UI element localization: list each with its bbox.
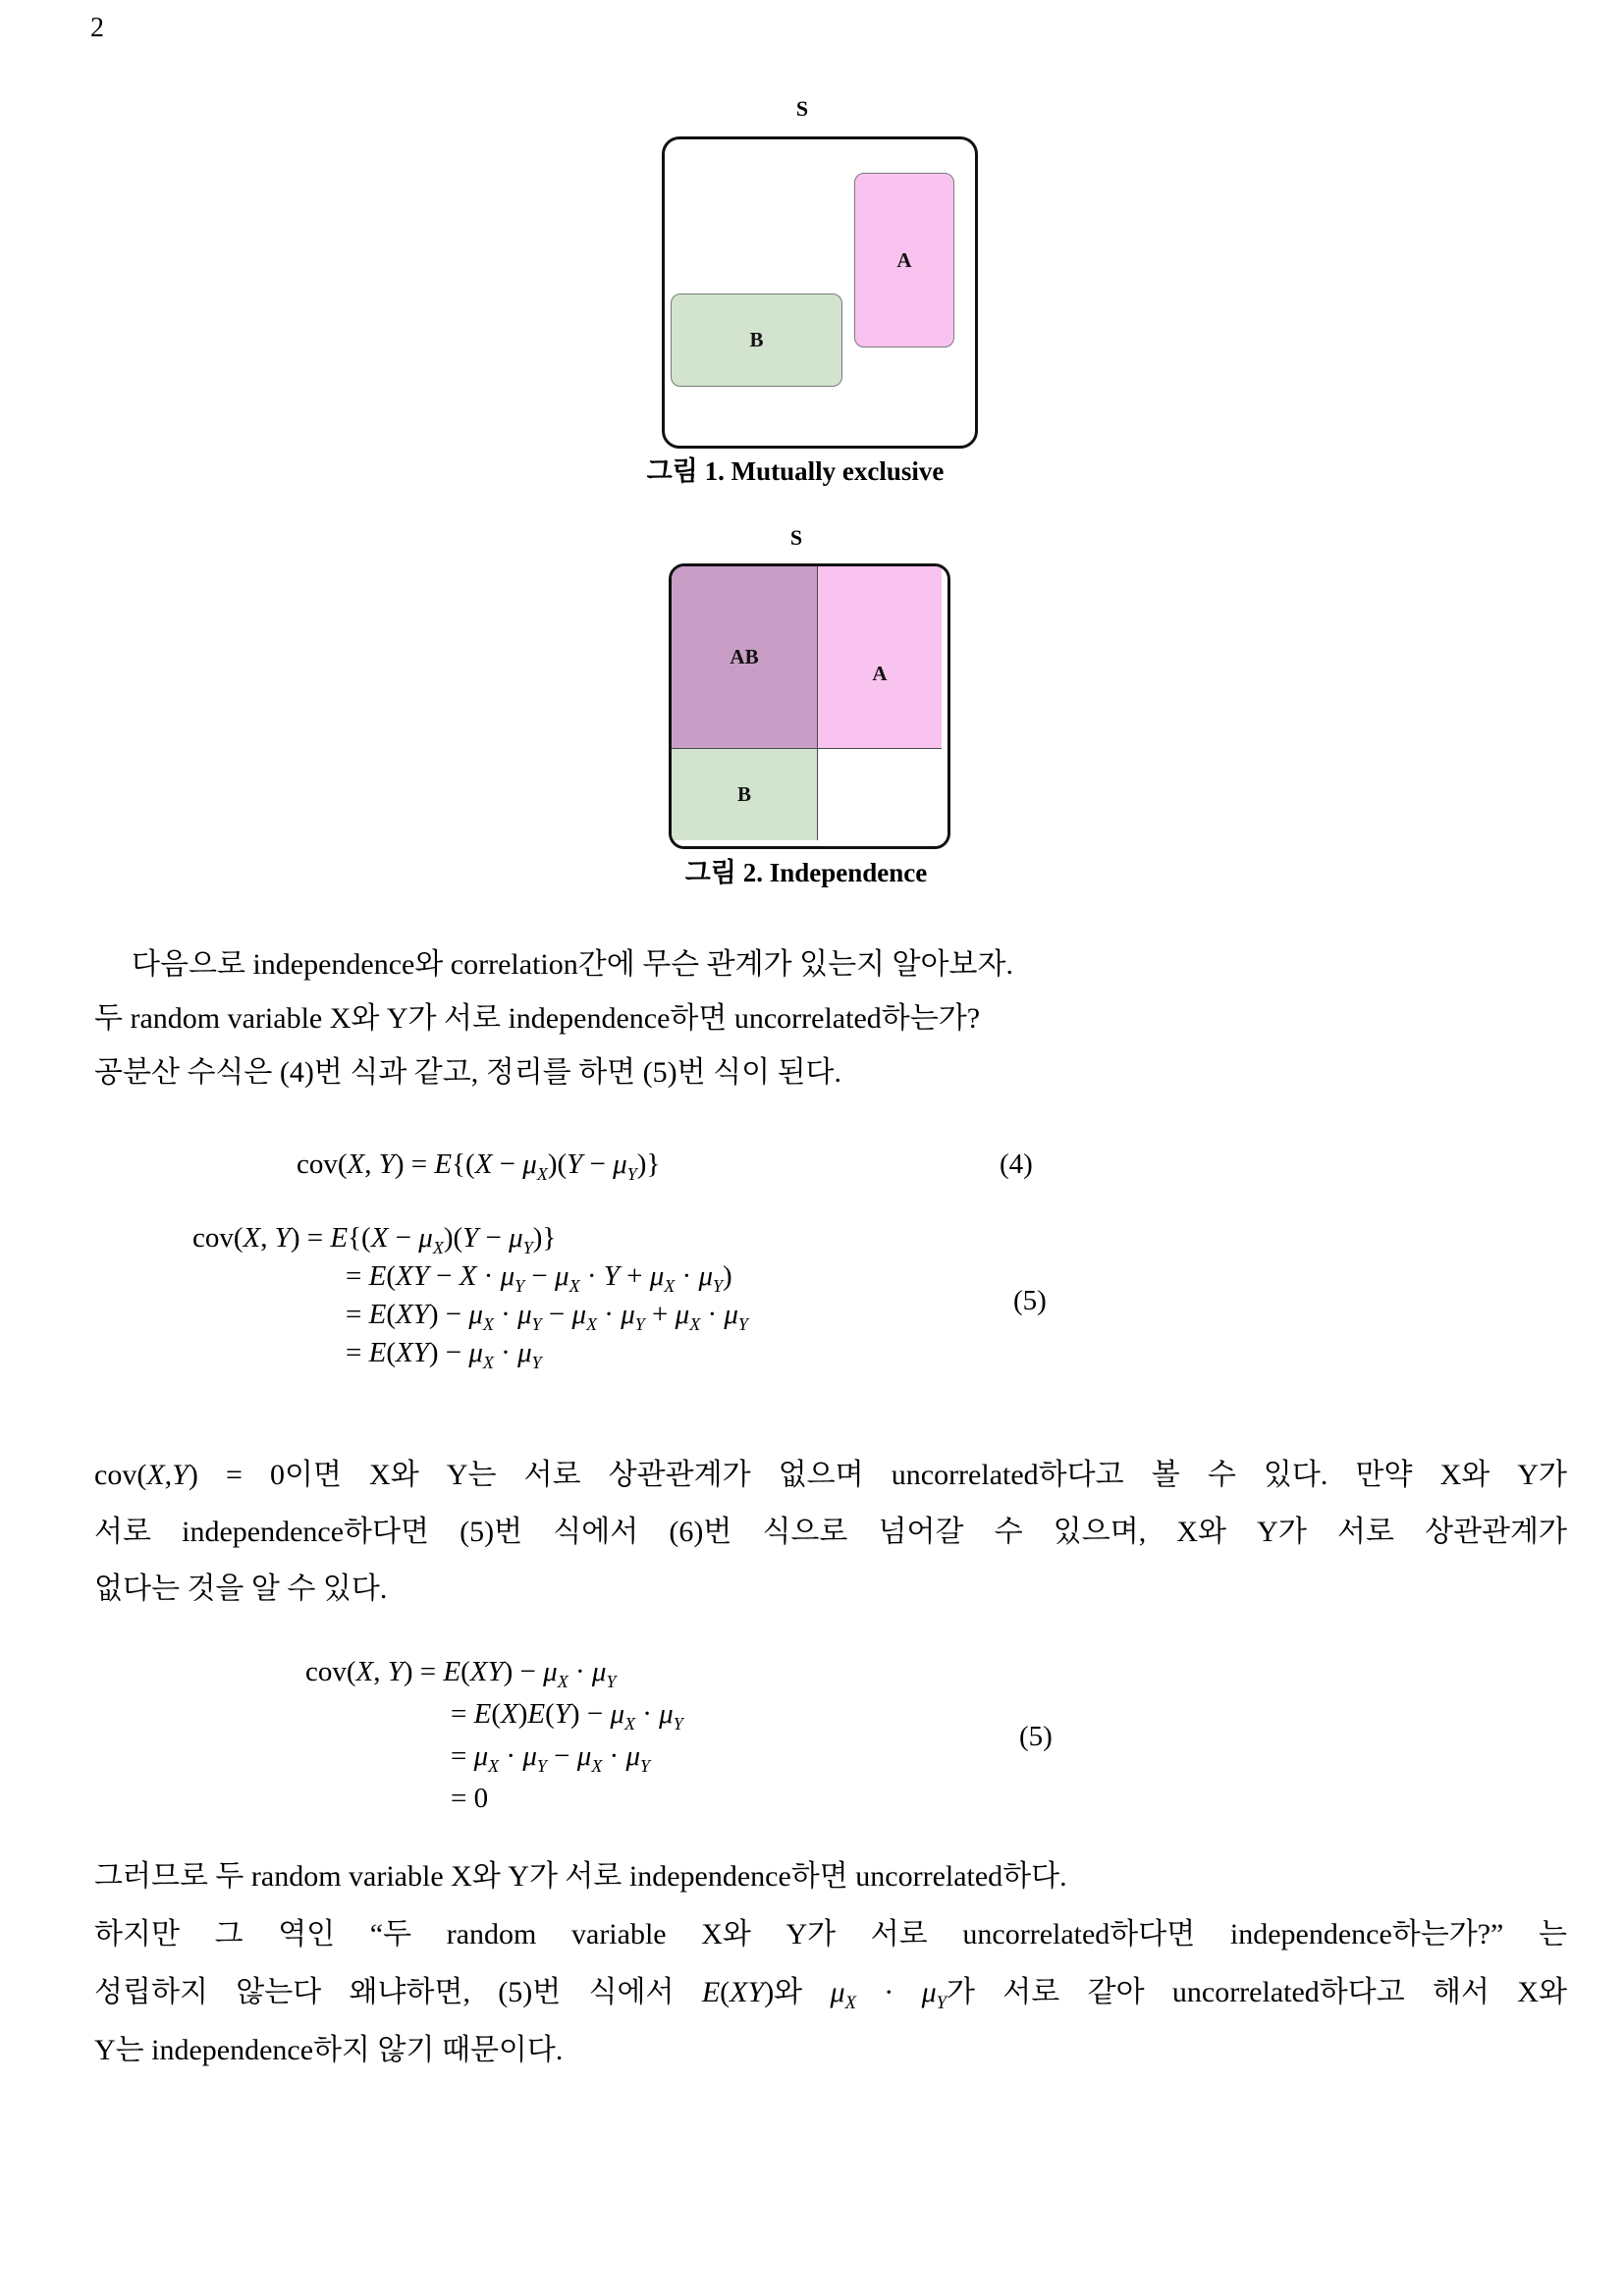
figure1-event-b-rect [671, 294, 842, 387]
text-line: 없다는 것을 알 수 있다. [94, 1573, 388, 1605]
text-line: Y는 independence하지 않기 때문이다. [94, 2034, 564, 2066]
figure2-event-a-label: A [872, 662, 888, 685]
figure1-event-a-label: A [896, 247, 912, 272]
text-line: 성립하지 않는다 왜냐하면, (5)번 식에서 E(XY)와 $\mu_X \cdot \mu_Y$가 서로 같아 uncorrelated하다고 해서 X와 [94, 1976, 1567, 2013]
equation-4-body: cov(X, $Y) = E\{(X - \mu_X)(Y - \mu_Y)\}$ [297, 1148, 661, 1184]
figure1-caption: 그림 1. Mutually exclusive [646, 456, 945, 486]
equation-5b-number: (5) [1019, 1721, 1053, 1752]
figure1-sample-space-box [662, 136, 978, 449]
equation-4-number: (4) [1000, 1148, 1033, 1180]
equation-line: = $E(X)E(Y) - \mu_X \cdot \mu_Y$ [451, 1698, 683, 1734]
equation-5-derivation-block [192, 1219, 748, 1372]
equation-5-number: (5) [1013, 1285, 1047, 1316]
page-number: 2 [90, 13, 104, 43]
equation-line: = $E(XY - X \cdot \mu_Y - \mu_X \cdot Y + \mu_X \cdot \mu_Y)$ [346, 1260, 732, 1296]
text-line: 하지만 그 역인 “두 random variable X와 Y가 서로 uncorrelated하다면 independence하는가?” 는 [94, 1918, 1567, 1950]
figure1-universe-label: S [795, 96, 809, 121]
equation-line: cov(X, $Y) = E\{(X - \mu_X)(Y - \mu_Y)\}$ [192, 1222, 557, 1257]
text-line: 서로 independence하다면 (5)번 식에서 (6)번 식으로 넘어갈 수 있으며, X와 Y가 서로 상관관계가 [94, 1516, 1567, 1548]
figure2-intersection-ab-region [672, 566, 818, 749]
figure1-event-b-label: B [749, 328, 764, 351]
equation-line: = 0 [451, 1783, 489, 1814]
paragraph-conclusion [94, 1847, 1567, 2079]
equation-line: = $\mu_X \cdot \mu_Y - \mu_X \cdot \mu_Y$ [451, 1740, 651, 1776]
figure1-event-a-rect [854, 173, 954, 347]
figure2-event-b-region [672, 749, 818, 840]
text-line: 그러므로 두 random variable X와 Y가 서로 independence하면 uncorrelated하다. [94, 1860, 1067, 1893]
figure2-sample-space-box [669, 563, 950, 849]
equation-line: = $E(XY) - \mu_X \cdot \mu_Y$ [346, 1337, 542, 1372]
text-line: cov(X,Y) = 0이면 X와 Y는 서로 상관관계가 없으며 uncorrelated하다고 볼 수 있다. 만약 X와 Y가 [94, 1459, 1567, 1491]
equation-5b-derivation-block [305, 1651, 683, 1820]
figure2-intersection-ab-label: AB [730, 645, 759, 668]
paragraph-intro [94, 937, 1567, 1099]
paragraph-uncorrelated [94, 1447, 1567, 1618]
equation-line: cov(X, $Y) = E(XY) - \mu_X \cdot \mu_Y$ [305, 1656, 617, 1691]
figure2-event-b-label: B [736, 782, 751, 806]
equation-line: = $E(XY) - \mu_X \cdot \mu_Y - \mu_X \cdot \mu_Y + \mu_X \cdot \mu_Y$ [346, 1299, 748, 1334]
figure2-universe-label: S [789, 525, 803, 550]
text-line: 두 random variable X와 Y가 서로 independence하면 uncorrelated하는가? [94, 1002, 981, 1035]
figure2-caption: 그림 2. Independence [684, 858, 928, 887]
text-line: 공분산 수식은 (4)번 식과 같고, 정리를 하면 (5)번 식이 된다. [94, 1056, 842, 1089]
figure2-event-a-region [818, 566, 942, 749]
text-line: 다음으로 independence와 correlation간에 무슨 관계가 있는지 알아보자. [132, 948, 1013, 981]
